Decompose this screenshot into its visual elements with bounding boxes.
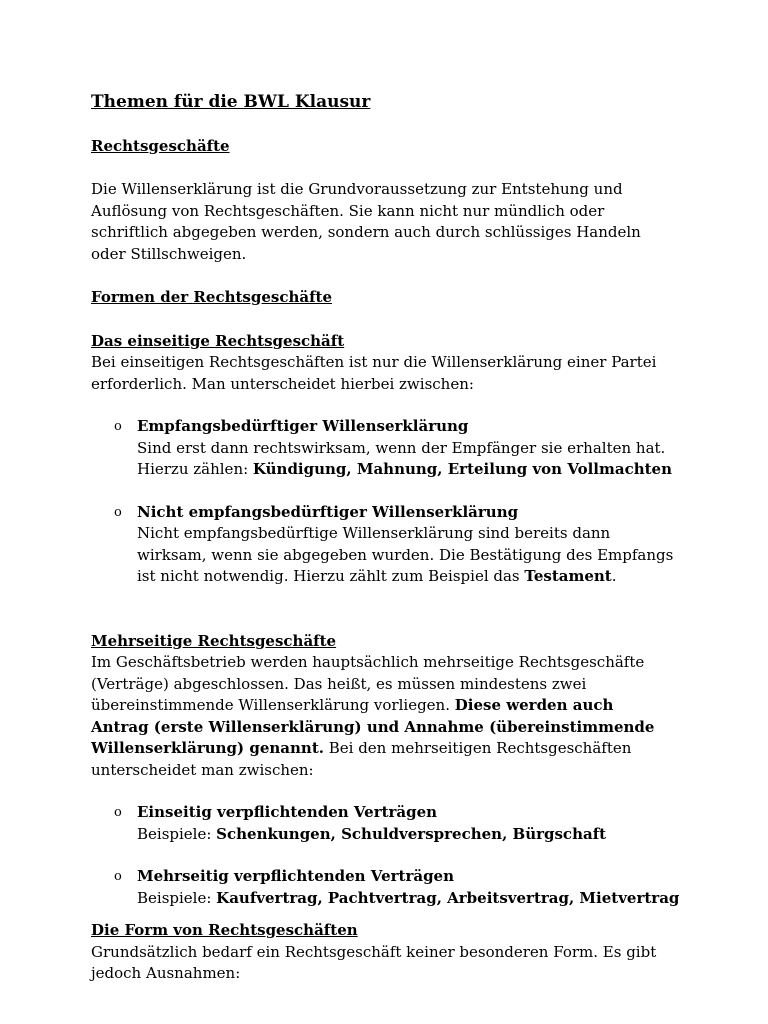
text-line [91,695,691,717]
list-item-nicht-empfangsbeduerftig [91,502,691,588]
text-bold: Willenserklärung) genannt. [91,739,324,757]
text-line: Die Willenserklärung ist die Grundvoraussetzung zur Entstehung und [91,180,623,198]
paragraph-mehrseitig [91,652,691,781]
text-suffix: . [611,567,617,585]
list-item-title: Mehrseitig verpflichtenden Verträgen [137,867,455,885]
list-item-title: Einseitig verpflichtenden Verträgen [137,803,438,821]
text-bold: Schenkungen, Schuldversprechen, Bürgschaft [216,824,607,843]
text-bold: Kündigung, Mahnung, Erteilung von Vollmachten [252,460,672,478]
bullet-icon: o [114,805,122,820]
text-line: unterscheidet man zwischen: [91,760,314,779]
list-item-text [137,824,691,846]
paragraph-form [91,942,691,985]
text-line: Auflösung von Rechtsgeschäften. Sie kann nicht nur mündlich oder [91,201,605,220]
list-item-text [137,888,691,910]
text-line: Grundsätzlich bedarf ein Rechtsgeschäft keiner besonderen Form. Es gibt [91,942,657,961]
list-item-text [137,566,691,588]
section-heading-formen: Formen der Rechtsgeschäfte [91,288,333,306]
spacer [91,845,691,866]
text-prefix: Beispiele: [137,888,217,907]
bullet-icon: o [114,504,122,520]
text-prefix: ist nicht notwendig. Hierzu zählt zum Beispiel das [137,567,525,585]
text-prefix: übereinstimmende Willenserklärung vorliegen. [91,696,455,714]
text-line: erforderlich. Man unterscheidet hierbei zwischen: [91,374,474,393]
section-heading-form: Die Form von Rechtsgeschäften [91,921,358,939]
bullet-icon: o [114,419,122,434]
list-item-empfangsbeduerftig [91,416,691,481]
document-content [91,92,691,985]
paragraph-willenserklaerung [91,179,691,265]
list-item-title: Nicht empfangsbedürftiger Willenserklärung [137,502,519,521]
mehrseitig-list [91,802,691,909]
bullet-icon: o [114,869,122,884]
list-item-text: Nicht empfangsbedürftige Willenserklärung sind bereits dann [137,524,611,542]
spacer [91,481,691,502]
text-line: Bei einseitigen Rechtsgeschäften ist nur die Willenserklärung einer Partei [91,353,657,371]
text-line: jedoch Ausnahmen: [91,964,241,982]
text-line: (Verträge) abgeschlossen. Das heißt, es müssen mindestens zwei [91,674,587,693]
section-heading-rechtsgeschaefte: Rechtsgeschäfte [91,136,230,155]
paragraph-einseitig [91,352,691,395]
list-item-text: wirksam, wenn sie abgegeben wurden. Die Bestätigung des Empfangs [137,545,674,564]
list-item-einseitig-verpflichtend [91,802,691,845]
list-item-mehrseitig-verpflichtend [91,866,691,909]
text-line: Im Geschäftsbetrieb werden hauptsächlich mehrseitige Rechtsgeschäfte [91,653,645,671]
list-item-text: Sind erst dann rechtswirksam, wenn der Empfänger sie erhalten hat. [137,438,666,457]
document-title: Themen für die BWL Klausur [91,92,371,112]
text-line: oder Stillschweigen. [91,244,247,263]
einseitig-list [91,416,691,588]
text-suffix: Bei den mehrseitigen Rechtsgeschäften [323,739,632,757]
section-heading-einseitig: Das einseitige Rechtsgeschäft [91,331,345,350]
text-line: Antrag (erste Willenserklärung) und Annahme (übereinstimmende [91,717,655,736]
text-bold: Diese werden auch [454,696,614,714]
text-prefix: Beispiele: [137,824,217,843]
text-prefix: Hierzu zählen: [137,460,253,478]
text-line [91,738,691,760]
text-line: schriftlich abgegeben werden, sondern auch durch schlüssiges Handeln [91,223,641,241]
section-heading-mehrseitig: Mehrseitige Rechtsgeschäfte [91,631,337,650]
text-bold: Testament [524,567,612,585]
list-item-title: Empfangsbedürftiger Willenserklärung [137,417,469,435]
list-item-text [137,459,691,481]
text-bold: Kaufvertrag, Pachtvertrag, Arbeitsvertrag, Mietvertrag [216,888,680,907]
